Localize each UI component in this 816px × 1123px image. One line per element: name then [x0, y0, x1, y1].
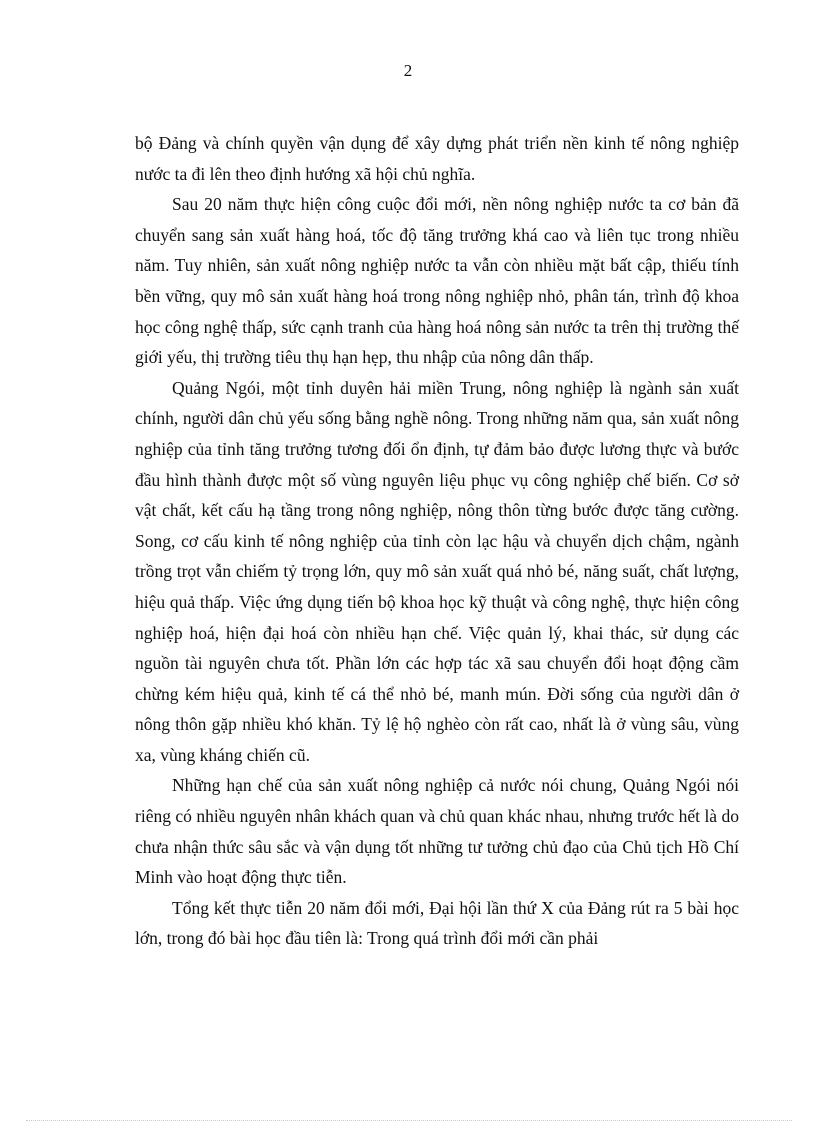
- paragraph-lessons: Tổng kết thực tiễn 20 năm đổi mới, Đại hội lần thứ X của Đảng rút ra 5 bài học lớn, trong đó bài học đầu tiên là: Trong quá trình đổi mới cần phải: [135, 897, 739, 949]
- page-bottom-divider: [26, 1120, 792, 1121]
- paragraph-province: Quảng Ngói, một tỉnh duyên hải miền Trung, nông nghiệp là ngành sản xuất chính, người dân chủ yếu sống bằng nghề nông. Trong những năm qua, sản xuất nông nghiệp của tỉnh tăng trưởng tương đối ổn định, tự đảm bảo được lương thực và bước đầu hình thành được một số vùng nguyên liệu phục vụ công nghiệp chế biến. Cơ sở vật chất, kết cấu hạ tầng trong nông nghiệp, nông thôn từng bước được tăng cường. Song, cơ cấu kinh tế nông nghiệp của tỉnh còn lạc hậu và chuyển dịch chậm, ngành trồng trọt vẫn chiếm tỷ trọng lớn, quy mô sản xuất quá nhỏ bé, năng suất, chất lượng, hiệu quả thấp. Việc ứng dụng tiến bộ khoa học kỹ thuật và công nghệ, thực hiện công nghiệp hoá, hiện đại hoá còn nhiều hạn chế. Việc quản lý, khai thác, sử dụng các nguồn tài nguyên chưa tốt. Phần lớn các hợp tác xã sau chuyển đổi hoạt động cầm chừng kém hiệu quả, kinh tế cá thể nhỏ bé, manh mún. Đời sống của người dân ở nông thôn gặp nhiều khó khăn. Tỷ lệ hộ nghèo còn rất cao, nhất là ở vùng sâu, vùng xa, vùng kháng chiến cũ.: [135, 377, 739, 765]
- page-number: 2: [403, 61, 413, 80]
- paragraph-causes: Những hạn chế của sản xuất nông nghiệp cả nước nói chung, Quảng Ngói nói riêng có nhiều nguyên nhân khách quan và chủ quan khác nhau, nhưng trước hết là do chưa nhận thức sâu sắc và vận dụng tốt những tư tưởng chủ đạo của Chủ tịch Hồ Chí Minh vào hoạt động thực tiễn.: [135, 775, 739, 888]
- paragraph-renovation: Sau 20 năm thực hiện công cuộc đổi mới, nền nông nghiệp nước ta cơ bản đã chuyển sang sản xuất hàng hoá, tốc độ tăng trưởng khá cao và liên tục trong nhiều năm. Tuy nhiên, sản xuất nông nghiệp nước ta vẫn còn nhiều mặt bất cập, thiếu tính bền vững, quy mô sản xuất hàng hoá trong nông nghiệp nhỏ, phân tán, trình độ khoa học công nghệ thấp, sức cạnh tranh của hàng hoá nông sản nước ta trên thị trường thế giới yếu, thị trường tiêu thụ hạn hẹp, thu nhập của nông dân thấp.: [135, 194, 739, 368]
- document-body: [135, 128, 739, 954]
- paragraph-continuation: bộ Đảng và chính quyền vận dụng để xây dựng phát triển nền kinh tế nông nghiệp nước ta đi lên theo định hướng xã hội chủ nghĩa.: [135, 133, 739, 184]
